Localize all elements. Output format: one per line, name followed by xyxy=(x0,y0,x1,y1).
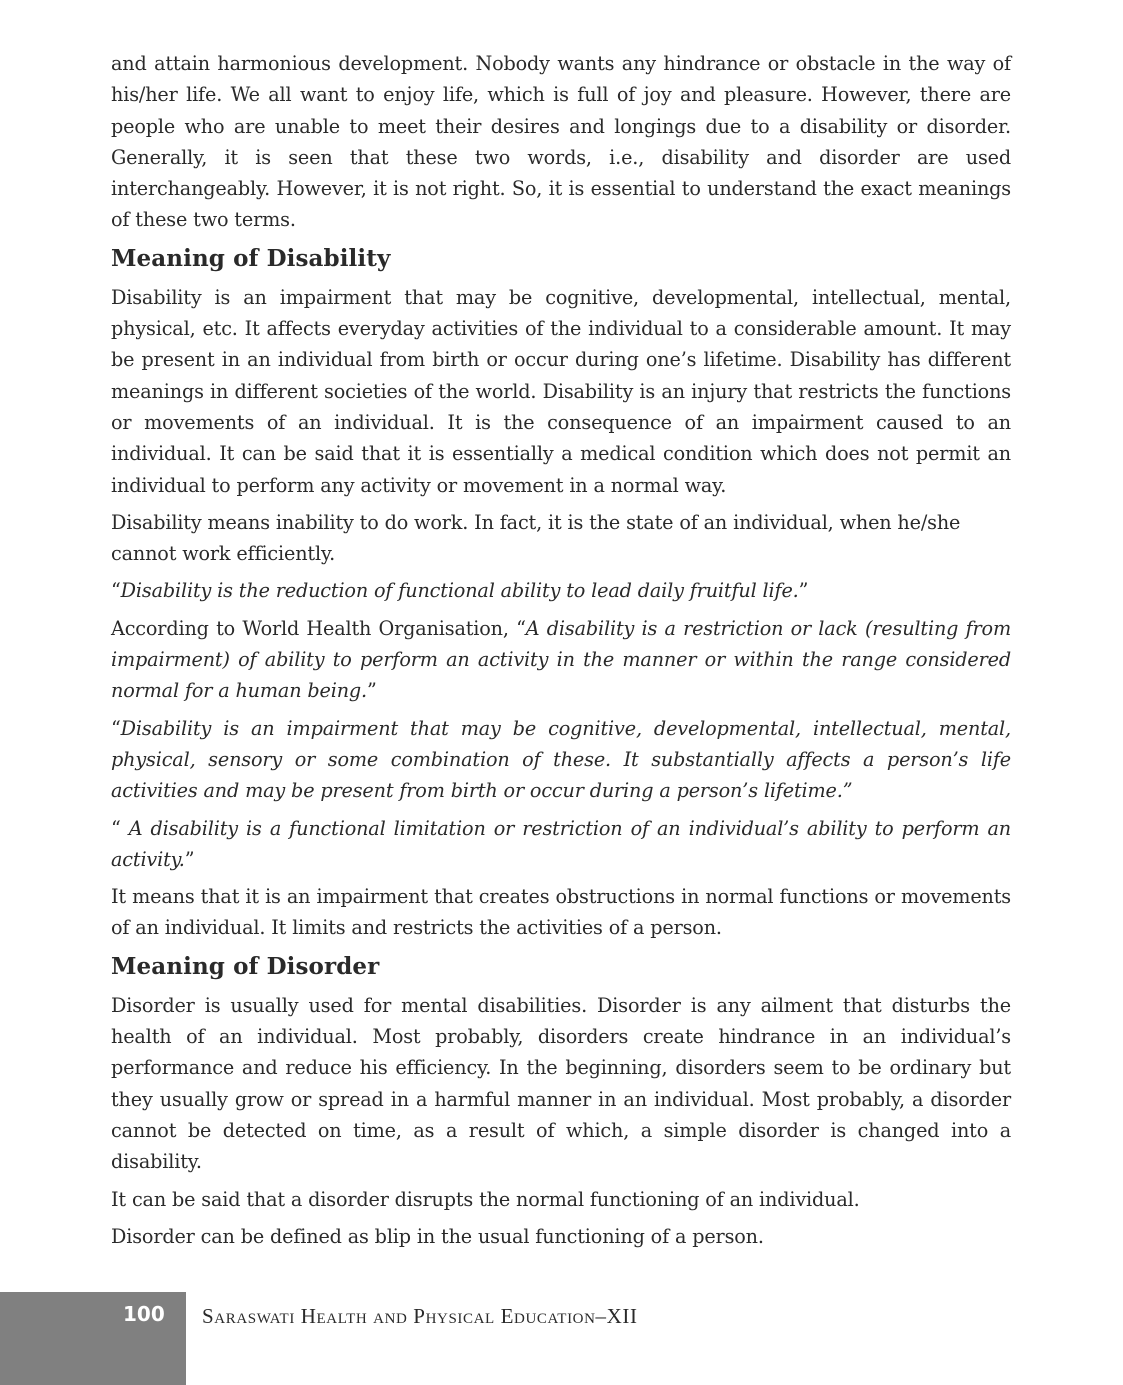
who-definition xyxy=(111,613,1011,707)
quote-mark: ” xyxy=(184,847,195,871)
disability-quote-1 xyxy=(111,575,1011,606)
disability-paragraph-1: Disability is an impairment that may be cognitive, developmental, intellectual, mental, physical, etc. It affects everyday activities of the individual to a considerable amount. It may be present in an individual from birth or occur during one’s lifetime. Disability has different meanings in different societies of the world. Disability is an injury that restricts the functions or movements of an individual. It is the consequence of an impairment caused to an individual. It can be said that it is essentially a medical condition which does not permit an individual to perform any activity or movement in a normal way. xyxy=(111,285,1011,497)
disorder-paragraph-2: It can be said that a disorder disrupts the normal functioning of an individual. xyxy=(111,1187,860,1211)
quote-mark: “ xyxy=(111,816,129,840)
running-footer-title: Saraswati Health and Physical Education–XII xyxy=(202,1304,638,1328)
section-heading-disability: Meaning of Disability xyxy=(111,244,391,272)
disability-paragraph-2: Disability means inability to do work. In fact, it is the state of an individual, when he/she cannot work efficiently. xyxy=(111,510,961,566)
disorder-paragraph-1: Disorder is usually used for mental disabilities. Disorder is any ailment that disturbs the health of an individual. Most probably, disorders create hindrance in an individual’s performance and reduce his efficiency. In the beginning, disorders seem to be ordinary but they usually grow or spread in a harmful manner in an individual. Most probably, a disorder cannot be detected on time, as a result of which, a simple disorder is changed into a disability. xyxy=(111,993,1011,1174)
page-number: 100 xyxy=(123,1302,165,1326)
who-quote: A disability is a restriction or lack (resulting from impairment) of ability to perform an activity in the manner or within the range considered normal for a human being. xyxy=(111,616,1011,703)
quote-mark: ” xyxy=(366,679,377,703)
quote-text: A disability is a functional limitation or restriction of an individual’s ability to perform an activity. xyxy=(111,816,1012,871)
quote-text: Disability is the reduction of functional ability to lead daily fruitful life. xyxy=(120,579,799,603)
quote-text: Disability is an impairment that may be cognitive, developmental, intellectual, mental, physical, sensory or some combination of these. It substantially affects a person’s life activities and may be present from birth or occur during a person’s lifetime.” xyxy=(111,716,1011,803)
page-content xyxy=(111,48,1011,1258)
disability-quote-3 xyxy=(111,813,1011,876)
disorder-paragraph-3: Disorder can be defined as blip in the usual functioning of a person. xyxy=(111,1224,764,1248)
quote-mark: “ xyxy=(111,579,121,603)
quote-mark: ” xyxy=(798,579,809,603)
intro-paragraph: and attain harmonious development. Nobody wants any hindrance or obstacle in the way of his/her life. We all want to enjoy life, which is full of joy and pleasure. However, there are people who are unable to meet their desires and longings due to a disability or disorder. Generally, it is seen that these two words, i.e., disability and disorder are used interchangeably. However, it is not right. So, it is essential to understand the exact meanings of these two terms. xyxy=(111,52,1011,232)
disability-paragraph-3: It means that it is an impairment that creates obstructions in normal functions or movements of an individual. It limits and restricts the activities of a person. xyxy=(111,885,1011,940)
who-prefix: According to World Health Organisation, “ xyxy=(111,616,526,640)
disability-quote-2 xyxy=(111,713,1011,807)
quote-mark: “ xyxy=(111,716,121,740)
section-heading-disorder: Meaning of Disorder xyxy=(111,952,380,980)
